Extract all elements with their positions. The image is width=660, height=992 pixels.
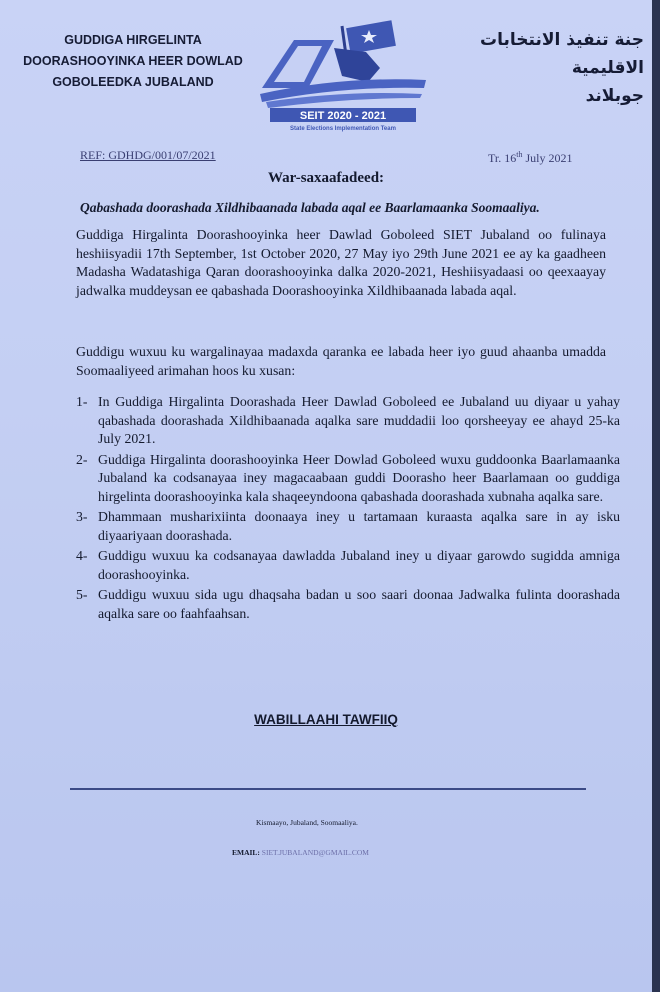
list-item-number: 2- (76, 451, 88, 467)
header-left-org-name (18, 30, 248, 93)
header-left-line: GUDDIGA HIRGELINTA (64, 33, 202, 47)
logo-subtext: State Elections Implementation Team (290, 126, 396, 132)
email-label: EMAIL: (232, 848, 260, 857)
document-subject: Qabashada doorashada Xildhibaanada labada aqal ee Baarlamaanka Soomaaliya. (80, 200, 540, 215)
list-item (76, 508, 620, 545)
seit-logo (256, 10, 428, 132)
list-item (76, 586, 620, 623)
logo-banner-text: SEIT 2020 - 2021 (299, 110, 387, 122)
date-suffix: th (516, 150, 523, 159)
footer-address: Kismaayo, Jubaland, Soomaaliya. (256, 818, 358, 827)
date-rest: July 2021 (522, 151, 573, 165)
header-right-arabic (424, 26, 644, 110)
reference-number: REF: GDHDG/001/07/2021 (80, 148, 216, 162)
list-item-number: 4- (76, 548, 88, 563)
list-item-number: 3- (76, 509, 88, 524)
body-paragraph-2: Guddigu wuxuu ku wargalinayaa madaxda qaranka ee labada heer iyo guud ahaanba umadda Soomaaliyeed arimahan hoos ku xusan: (76, 344, 606, 378)
footer-divider (70, 788, 586, 790)
header-right-line: جوبلاند (585, 86, 644, 106)
header-left-line: GOBOLEEDKA JUBALAND (52, 75, 214, 89)
header-left-line: DOORASHOOYINKA HEER DOWLAD (23, 54, 243, 68)
list-item-text: Guddiga Hirgalinta doorashooyinka Heer Dowlad Goboleed wuxu guddoonka Baarlamaanka Jubaland ka codsanayaa iney magacaabaan guddi Doorasho heer Baarlamaan oo guddiga hirgelinta doorashooyinka kala shaqeeyndoona qabashada doorashada xubnaha aqalka sare. (98, 451, 620, 504)
numbered-list (76, 393, 620, 625)
list-item-text: Guddigu wuxuu ka codsanayaa dawladda Jubaland iney u diyaar garowdo sugidda amniga doorashooyinka. (98, 548, 620, 582)
list-item-number: 1- (76, 394, 88, 409)
list-item (76, 547, 620, 584)
footer-email (232, 848, 369, 857)
list-item-text: Dhammaan musharixiinta doonaaya iney u tartamaan kuraasta aqalka sare in ay isku diyaariyaan doorashada. (98, 509, 620, 543)
list-item (76, 451, 620, 507)
email-link[interactable]: SIET.JUBALAND@GMAIL.COM (261, 848, 369, 857)
header-right-line: جنة تنفيذ الانتخابات الاقليمية (480, 30, 644, 78)
document-date (488, 150, 573, 166)
list-item (76, 393, 620, 449)
document-title: War-saxaafadeed: (267, 170, 385, 186)
list-item-text: Guddigu wuxuu sida ugu dhaqsaha badan u soo saari doonaa Jadwalka fulinta doorashada aqalka sare oo faahfaahsan. (98, 587, 620, 621)
list-item-number: 5- (76, 587, 88, 602)
body-paragraph-1: Guddiga Hirgalinta Doorashooyinka heer Dawlad Goboleed SIET Jubaland oo fulinaya heshiisyadii 17th September, 1st October 2020, 27 May iyo 29th June 2021 ee ay ka gaadheen Madasha Wadatashiga Qaran doorashooyinka dalka 2020-2021, Heshiisyadaasi oo qeexaayay jadwalka muddeysan ee qabashada Doorashooyinka Xildhibaanada labada aqal. (76, 227, 606, 298)
logo-map-shape (334, 48, 380, 82)
date-prefix: Tr. 16 (488, 151, 517, 165)
list-item-text: In Guddiga Hirgalinta Doorashada Heer Dawlad Goboleed ee Jubaland uu diyaar u yahay qabashada doorashada Xildhibaanada aqalka sare muddadii loo qorsheeyay ee ahayd 25-ka July 2021. (98, 394, 620, 446)
closing-signature: WABILLAAHI TAWFIIQ (254, 712, 398, 727)
